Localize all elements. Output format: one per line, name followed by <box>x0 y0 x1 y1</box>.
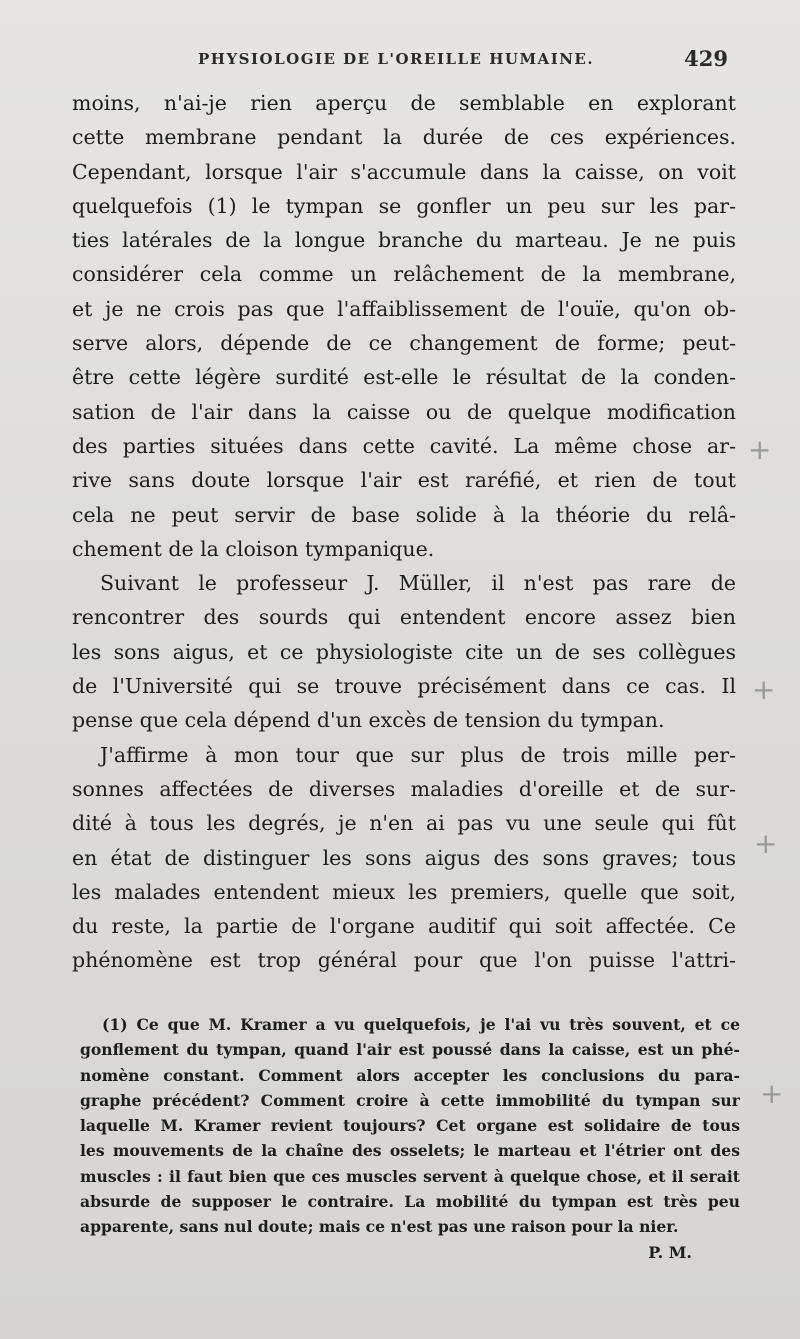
text-line: des parties situées dans cette cavité. La même chose ar- <box>72 433 736 458</box>
text-line: considérer cela comme un relâchement de la membrane, <box>72 262 736 287</box>
margin-mark: + <box>760 1077 784 1110</box>
text-line: serve alors, dépende de ce changement de forme; peut- <box>72 331 736 356</box>
footnote-line: graphe précédent? Comment croire à cette immobilité du tympan sur <box>80 1090 740 1110</box>
text-line: en état de distinguer les sons aigus des sons graves; tous <box>72 845 736 870</box>
footnote-line: nomène constant. Comment alors accepter les conclusions du para- <box>80 1065 740 1085</box>
text-line: rive sans doute lorsque l'air est raréfié, et rien de tout <box>72 468 736 493</box>
footnote-line: muscles : il faut bien que ces muscles servent à quelque chose, et il serait <box>80 1166 740 1186</box>
text-line: sonnes affectées de diverses maladies d'oreille et de sur- <box>72 776 736 801</box>
text-line: être cette légère surdité est-elle le résultat de la conden- <box>72 365 736 390</box>
text-line: de l'Université qui se trouve précisément dans ce cas. Il <box>72 674 736 699</box>
page-number: 429 <box>684 46 728 71</box>
margin-mark: + <box>754 827 778 860</box>
footnote-line: les mouvements de la chaîne des osselets; le marteau et l'étrier ont des <box>80 1141 740 1161</box>
footnote-line: (1) Ce que M. Kramer a vu quelquefois, je l'ai vu très souvent, et ce <box>102 1015 740 1034</box>
text-line: et je ne crois pas que l'affaiblissement de l'ouïe, qu'on ob- <box>72 296 736 321</box>
text-line: Suivant le professeur J. Müller, il n'est pas rare de <box>100 571 736 596</box>
text-line: ties latérales de la longue branche du marteau. Je ne puis <box>72 228 736 253</box>
footnote <box>80 1012 740 1266</box>
body-text <box>72 86 736 978</box>
page-header <box>70 46 730 74</box>
footnote-line: laquelle M. Kramer revient toujours? Cet organe est solidaire de tous <box>80 1116 740 1136</box>
text-line: moins, n'ai-je rien aperçu de semblable en explorant <box>72 91 736 115</box>
text-line: les sons aigus, et ce physiologiste cite un de ses collègues <box>72 639 736 664</box>
margin-mark: + <box>748 433 772 466</box>
text-line: cette membrane pendant la durée de ces expériences. <box>72 125 736 150</box>
margin-mark: + <box>752 673 776 706</box>
text-line: Cependant, lorsque l'air s'accumule dans la caisse, on voit <box>72 159 736 184</box>
footnote-line: absurde de supposer le contraire. La mobilité du tympan est très peu <box>80 1192 740 1212</box>
footnote-signature: P. M. <box>648 1242 692 1262</box>
text-line: les malades entendent mieux les premiers, quelle que soit, <box>72 879 736 904</box>
text-line: chement de la cloison tympanique. <box>72 536 435 561</box>
text-line: sation de l'air dans la caisse ou de quelque modification <box>72 399 736 424</box>
text-line: cela ne peut servir de base solide à la théorie du relâ- <box>72 502 736 527</box>
footnote-line: gonflement du tympan, quand l'air est poussé dans la caisse, est un phé- <box>80 1040 740 1060</box>
text-line: du reste, la partie de l'organe auditif qui soit affectée. Ce <box>72 914 736 939</box>
text-line: pense que cela dépend d'un excès de tension du tympan. <box>72 708 665 733</box>
running-head: PHYSIOLOGIE DE L'OREILLE HUMAINE. <box>198 50 595 68</box>
text-line: rencontrer des sourds qui entendent encore assez bien <box>72 605 736 630</box>
footnote-line: apparente, sans nul doute; mais ce n'est pas une raison pour la nier. <box>80 1217 679 1237</box>
text-line: quelquefois (1) le tympan se gonfler un peu sur les par- <box>72 193 736 218</box>
text-line: phénomène est trop général pour que l'on puisse l'attri- <box>72 948 736 973</box>
text-line: J'affirme à mon tour que sur plus de trois mille per- <box>100 742 736 767</box>
text-line: dité à tous les degrés, je n'en ai pas vu une seule qui fût <box>72 811 736 836</box>
